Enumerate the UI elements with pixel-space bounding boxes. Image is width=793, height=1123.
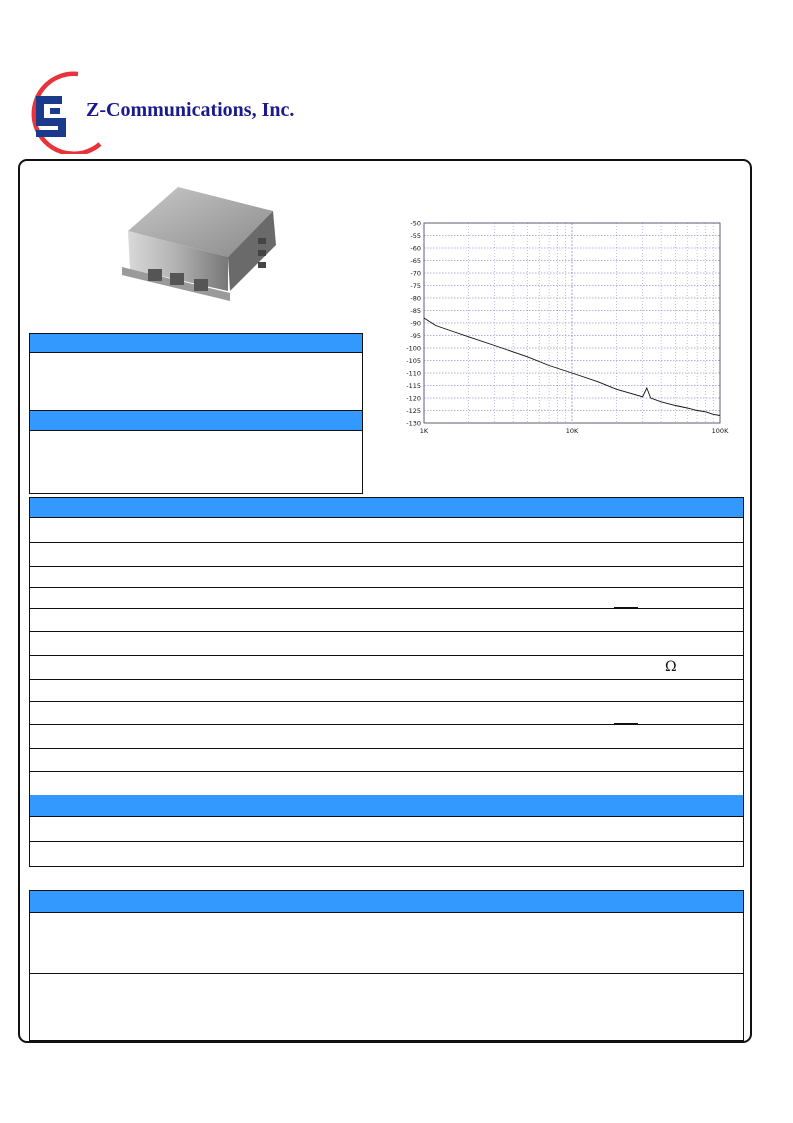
table-row [30,518,743,543]
table-row [30,816,743,842]
table-row [30,771,743,796]
x-tick-label: 1K [419,427,429,435]
x-tick-label: 10K [565,427,579,435]
table-row [30,724,743,749]
company-name: Z-Communications, Inc. [86,99,295,121]
y-tick-label: -50 [410,219,421,228]
y-tick-label: -110 [406,369,421,378]
y-tick-label: -115 [406,381,421,390]
info-box-1-header [30,334,362,353]
info-box-2 [29,410,363,494]
info-box-2-header [30,411,362,431]
overline-mark [614,723,638,725]
chart-grid [424,223,720,423]
table-row [30,542,743,567]
y-tick-label: -70 [410,269,421,278]
y-tick-label: -85 [410,306,421,315]
y-tick-label: -120 [406,394,421,403]
product-photo [118,183,283,305]
y-tick-label: -80 [410,294,421,303]
y-tick-label: -90 [410,319,421,328]
notes-header [30,891,743,913]
x-tick-labels [420,427,729,435]
specifications-header [30,498,743,518]
phase-noise-chart [392,216,732,448]
y-tick-label: -105 [406,356,421,365]
table-row [30,655,743,680]
table-row [30,608,743,632]
table-row [30,913,743,974]
y-tick-label: -60 [410,244,421,253]
table-row [30,566,743,588]
y-tick-label: -75 [410,281,421,290]
table-row [30,679,743,702]
table-row [30,748,743,772]
specifications-table [29,497,744,867]
table-row [30,587,743,609]
ohm-symbol: Ω [665,659,677,675]
x-tick-label: 100K [711,427,729,435]
overline-mark [614,607,638,609]
info-box-1 [29,333,363,411]
notes-table [29,890,744,1041]
y-tick-labels [406,219,421,427]
y-tick-label: -55 [410,231,421,240]
y-tick-label: -130 [406,419,421,428]
section-header [30,795,743,817]
y-tick-label: -125 [406,406,421,415]
y-tick-label: -95 [410,331,421,340]
y-tick-label: -100 [406,344,421,353]
table-row [30,701,743,725]
table-row [30,631,743,656]
y-tick-label: -65 [410,256,421,265]
